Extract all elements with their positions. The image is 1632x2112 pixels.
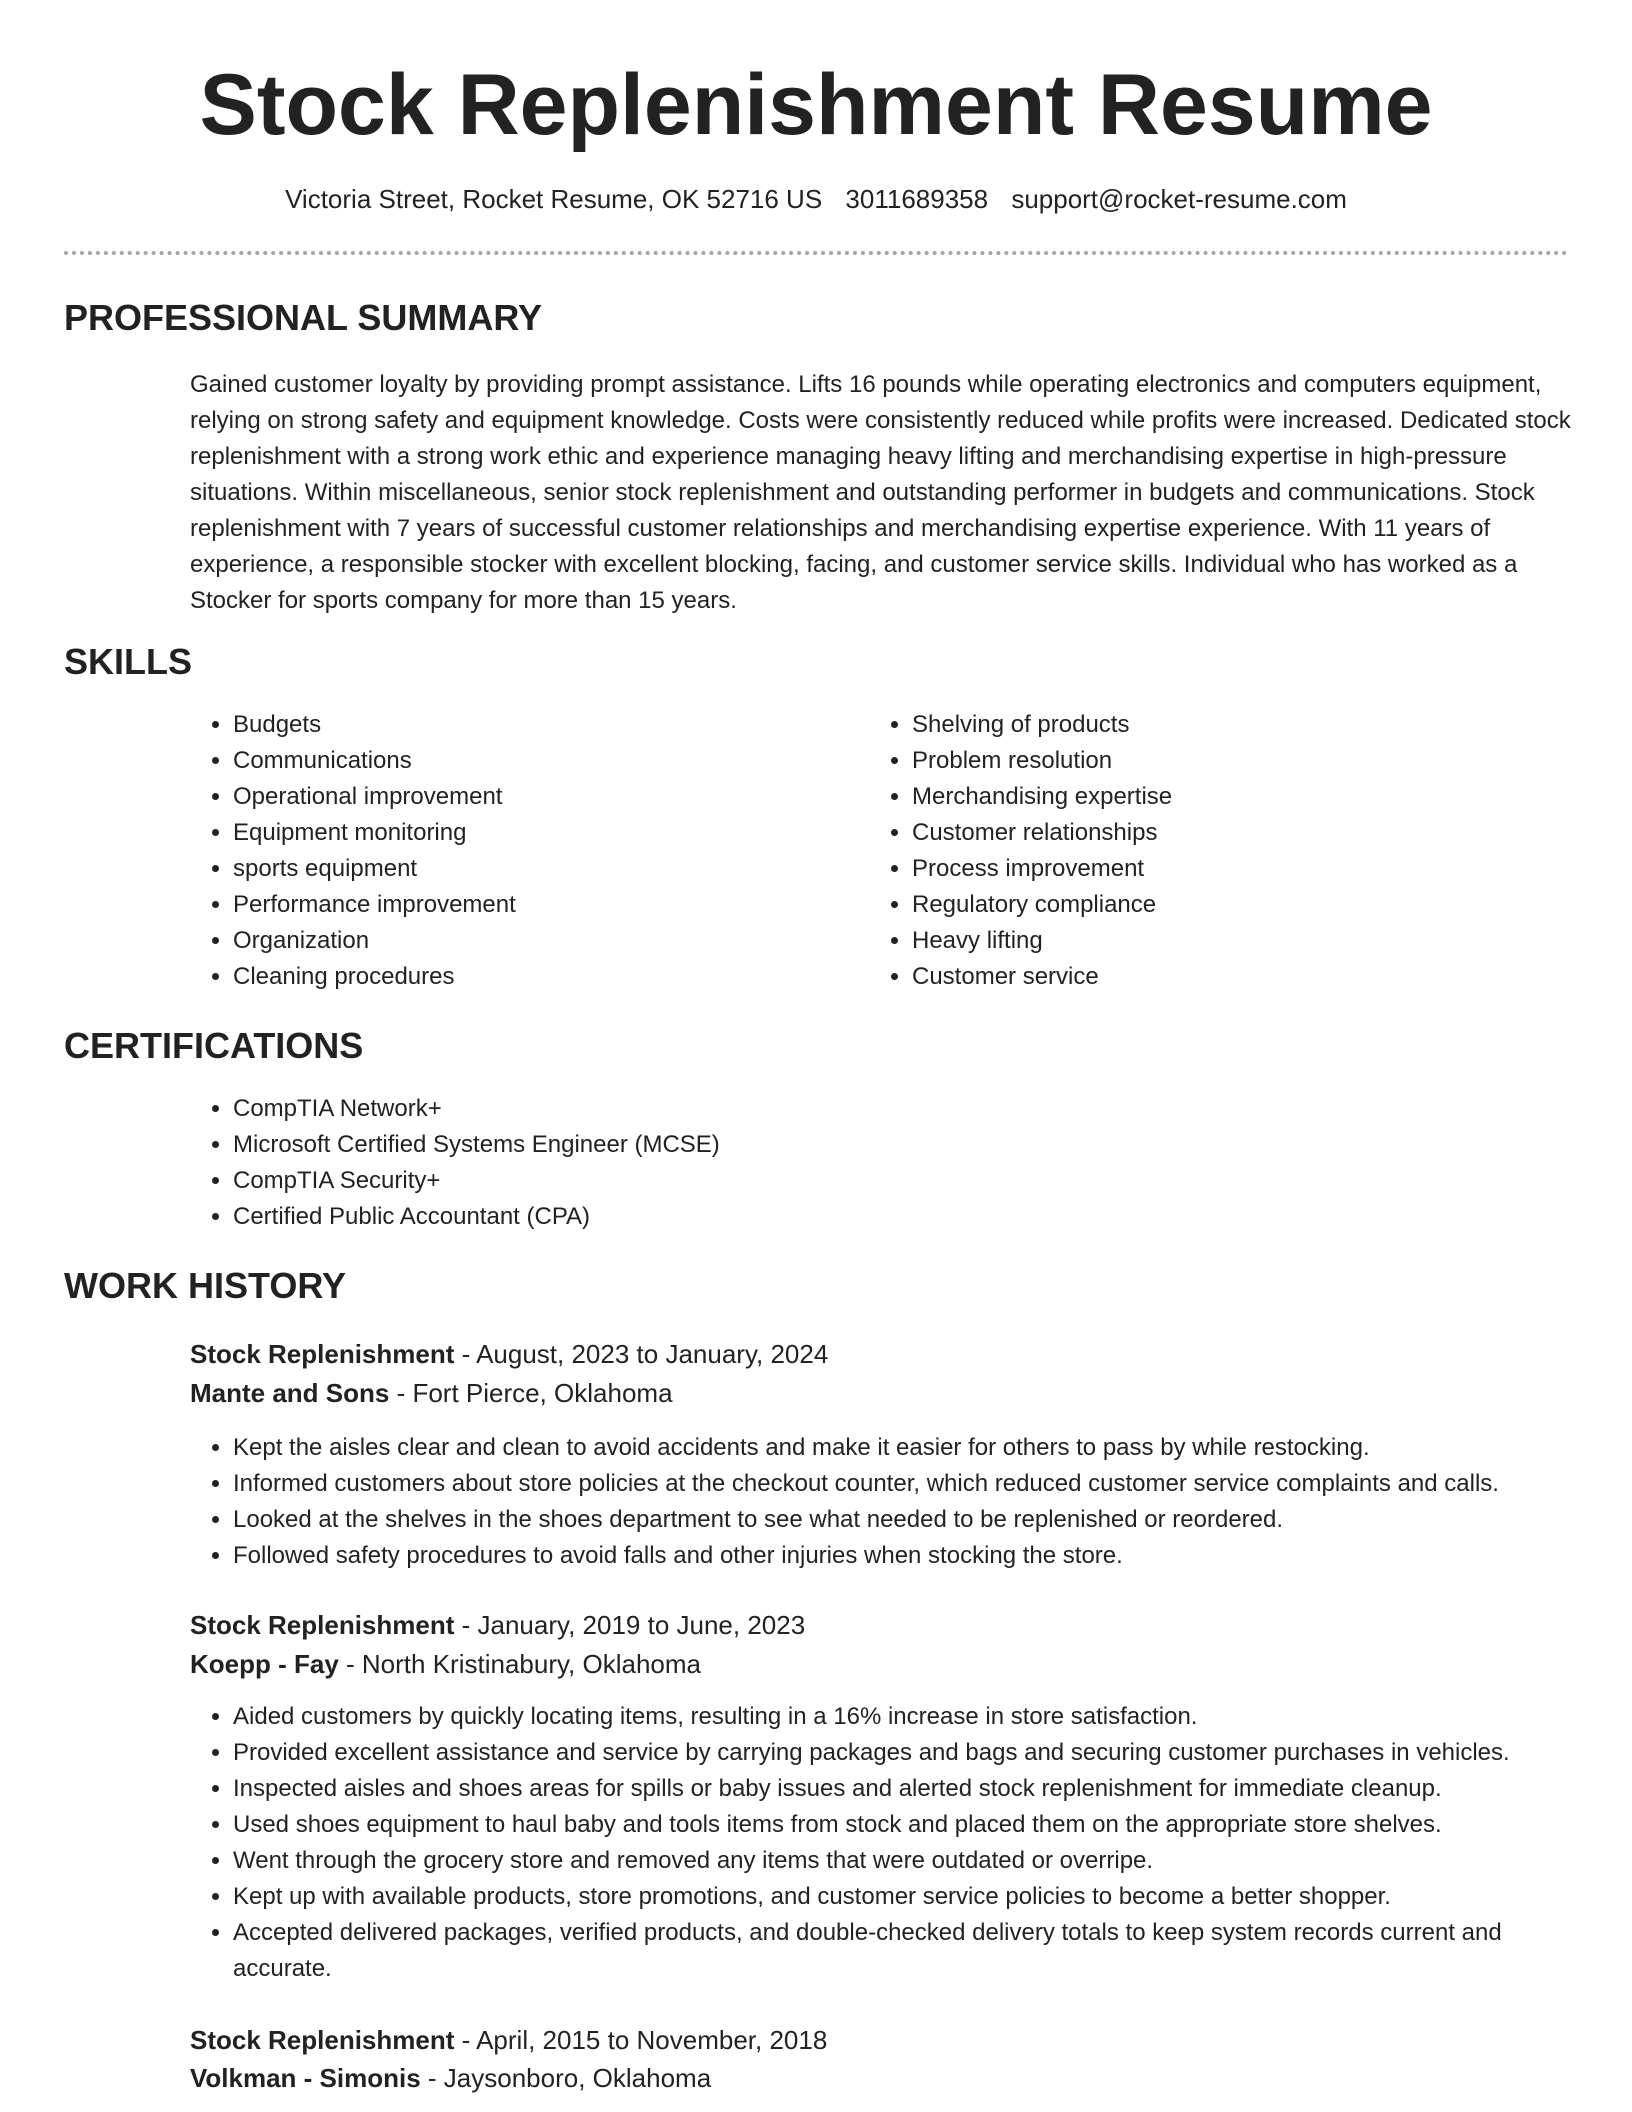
summary-text: Gained customer loyalty by providing prompt assistance. Lifts 16 pounds while operating electronics and computers equipment, relying on strong safety and equipment knowledge. Costs were consistently reduced while profits were increased. Dedicated stock replenishment with a strong work ethic and experience managing heavy lifting and merchandising expertise in high-pressure situations. Within miscellaneous, senior stock replenishment and outstanding performer in budgets and communications. Stock replenishment with 7 years of successful customer relationships and merchandising expertise experience. With 11 years of experience, a responsible stocker with excellent blocking, facing, and customer service skills. Individual who has worked as a Stocker for sports company for more than 15 years. (190, 371, 1571, 614)
skill-item: • Equipment monitoring (233, 815, 833, 851)
job-bullets (189, 1430, 1632, 1574)
skill-item: • Process improvement (912, 851, 1512, 887)
job-title: Stock Replenishment (190, 2025, 455, 2055)
skill-item: • Cleaning procedures (233, 959, 833, 995)
certifications-heading: CERTIFICATIONS (64, 1025, 364, 1066)
job-company: Koepp - Fay (190, 1649, 339, 1679)
job-company: Volkman - Simonis (190, 2063, 421, 2093)
skills-list-left (189, 707, 833, 995)
resume-title: Stock Replenishment Resume (199, 57, 1433, 153)
skill-item: • Customer relationships (912, 815, 1512, 851)
job-location: - Jaysonboro, Oklahoma (420, 2063, 712, 2093)
job-bullet: • Aided customers by quickly locating items, resulting in a 16% increase in store satisfaction. (233, 1699, 1603, 1735)
job-title-line (190, 1606, 805, 1644)
job-dates: - January, 2019 to June, 2023 (454, 1610, 806, 1640)
job-dates: - August, 2023 to January, 2024 (454, 1339, 829, 1369)
certification-item: • Microsoft Certified Systems Engineer (MCSE) (233, 1127, 1533, 1163)
job-title-line (190, 1335, 828, 1373)
work-history-heading: WORK HISTORY (64, 1265, 347, 1306)
job-bullet: • Accepted delivered packages, verified products, and double-checked delivery totals to keep system records current and accurate. (233, 1915, 1603, 1987)
job-bullet: • Provided excellent assistance and service by carrying packages and bags and securing customer purchases in vehicles. (233, 1735, 1603, 1771)
skill-item: • sports equipment (233, 851, 833, 887)
job-location: - Fort Pierce, Oklahoma (389, 1378, 673, 1408)
job-location: - North Kristinabury, Oklahoma (338, 1649, 701, 1679)
skill-item: • Organization (233, 923, 833, 959)
contact-address: Victoria Street, Rocket Resume, OK 52716 US (285, 184, 823, 214)
certification-item: • Certified Public Accountant (CPA) (233, 1199, 1533, 1235)
job-dates: - April, 2015 to November, 2018 (454, 2025, 828, 2055)
skill-item: • Customer service (912, 959, 1512, 995)
job-bullets (189, 1699, 1603, 1987)
header-divider (64, 251, 1568, 255)
skill-item: • Performance improvement (233, 887, 833, 923)
job-bullet: • Went through the grocery store and removed any items that were outdated or overripe. (233, 1843, 1603, 1879)
summary-heading: PROFESSIONAL SUMMARY (64, 297, 543, 338)
job-company: Mante and Sons (190, 1378, 390, 1408)
skill-item: • Merchandising expertise (912, 779, 1512, 815)
skill-item: • Communications (233, 743, 833, 779)
contact-phone: 3011689358 (845, 184, 989, 214)
skills-list-right (868, 707, 1512, 995)
skill-item: • Budgets (233, 707, 833, 743)
skill-item: • Operational improvement (233, 779, 833, 815)
skill-item: • Regulatory compliance (912, 887, 1512, 923)
job-bullet: • Followed safety procedures to avoid falls and other injuries when stocking the store. (233, 1538, 1632, 1574)
job-company-line (190, 1645, 701, 1683)
job-title: Stock Replenishment (190, 1610, 455, 1640)
job-bullet: • Looked at the shelves in the shoes department to see what needed to be replenished or reordered. (233, 1502, 1632, 1538)
skill-item: • Heavy lifting (912, 923, 1512, 959)
job-bullet: • Used shoes equipment to haul baby and tools items from stock and placed them on the appropriate store shelves. (233, 1807, 1603, 1843)
job-bullet: • Inspected aisles and shoes areas for spills or baby issues and alerted stock replenishment for immediate cleanup. (233, 1771, 1603, 1807)
job-company-line (190, 2059, 711, 2097)
certification-item: • CompTIA Network+ (233, 1091, 1533, 1127)
contact-line (0, 181, 1632, 217)
contact-email: support@rocket-resume.com (1011, 184, 1347, 214)
job-title-line (190, 2021, 827, 2059)
job-bullet: • Kept up with available products, store promotions, and customer service policies to become a better shopper. (233, 1879, 1603, 1915)
certifications-list (189, 1091, 1533, 1235)
skill-item: • Problem resolution (912, 743, 1512, 779)
job-title: Stock Replenishment (190, 1339, 455, 1369)
job-bullet: • Informed customers about store policies at the checkout counter, which reduced customer service complaints and calls. (233, 1466, 1632, 1502)
skill-item: • Shelving of products (912, 707, 1512, 743)
skills-heading: SKILLS (64, 641, 193, 682)
job-bullet: • Kept the aisles clear and clean to avoid accidents and make it easier for others to pass by while restocking. (233, 1430, 1632, 1466)
job-company-line (190, 1374, 673, 1412)
certification-item: • CompTIA Security+ (233, 1163, 1533, 1199)
